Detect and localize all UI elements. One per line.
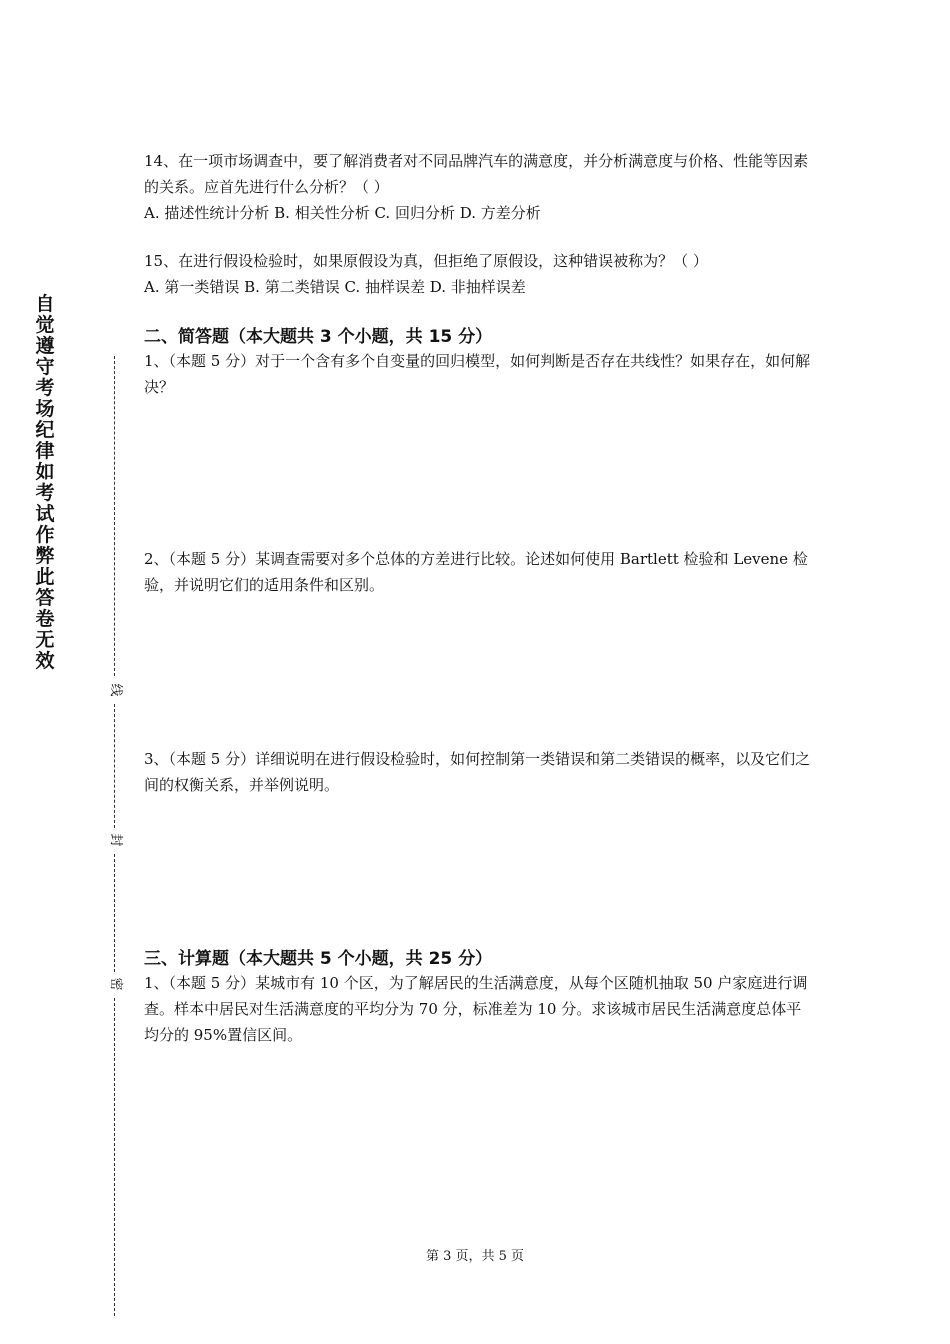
binding-char-feng: 封	[108, 833, 123, 847]
section-calculation-title: 三、计算题（本大题共 5 个小题，共 25 分）	[144, 949, 493, 969]
short-answer-question-1: 1、（本题 5 分）对于一个含有多个自变量的回归模型，如何判断是否存在共线性？如果存在，如何解决？	[144, 352, 811, 396]
question-options: A. 第一类错误 B. 第二类错误 C. 抽样误差 D. 非抽样误差	[144, 278, 526, 296]
binding-line-bottom	[114, 998, 115, 1316]
binding-line-lower	[114, 854, 115, 972]
exam-discipline-notice: 自觉遵守考场纪律如考试作弊此答卷无效	[35, 293, 55, 672]
question-14	[144, 148, 814, 226]
binding-char-mi: 密	[108, 977, 123, 991]
binding-char-xian: 线	[108, 683, 123, 697]
short-answer-question-2: 2、（本题 5 分）某调查需要对多个总体的方差进行比较。论述如何使用 Bartlett 检验和 Levene 检验，并说明它们的适用条件和区别。	[144, 550, 808, 594]
calculation-question-1: 1、（本题 5 分）某城市有 10 个区，为了解居民的生活满意度，从每个区随机抽取 50 户家庭进行调查。样本中居民对生活满意度的平均分为 70 分，标准差为 10 分。求该城市居民生活满意度总体平均分的 95%置信区间。	[144, 974, 808, 1044]
question-options: A. 描述性统计分析 B. 相关性分析 C. 回归分析 D. 方差分析	[144, 204, 541, 222]
page-number: 第 3 页，共 5 页	[425, 1249, 525, 1264]
question-text: 14、在一项市场调查中，要了解消费者对不同品牌汽车的满意度，并分析满意度与价格、性能等因素的关系。应首先进行什么分析？（ ）	[144, 152, 809, 196]
choice-questions	[144, 148, 814, 300]
question-15	[144, 248, 814, 300]
short-answer-question-3: 3、（本题 5 分）详细说明在进行假设检验时，如何控制第一类错误和第二类错误的概率，以及它们之间的权衡关系，并举例说明。	[144, 750, 811, 794]
binding-line-top	[114, 356, 115, 676]
section-short-answer-title: 二、简答题（本大题共 3 个小题，共 15 分）	[144, 327, 493, 347]
question-text: 15、在进行假设检验时，如果原假设为真，但拒绝了原假设，这种错误被称为？（ ）	[144, 252, 708, 270]
binding-line-mid	[114, 704, 115, 828]
